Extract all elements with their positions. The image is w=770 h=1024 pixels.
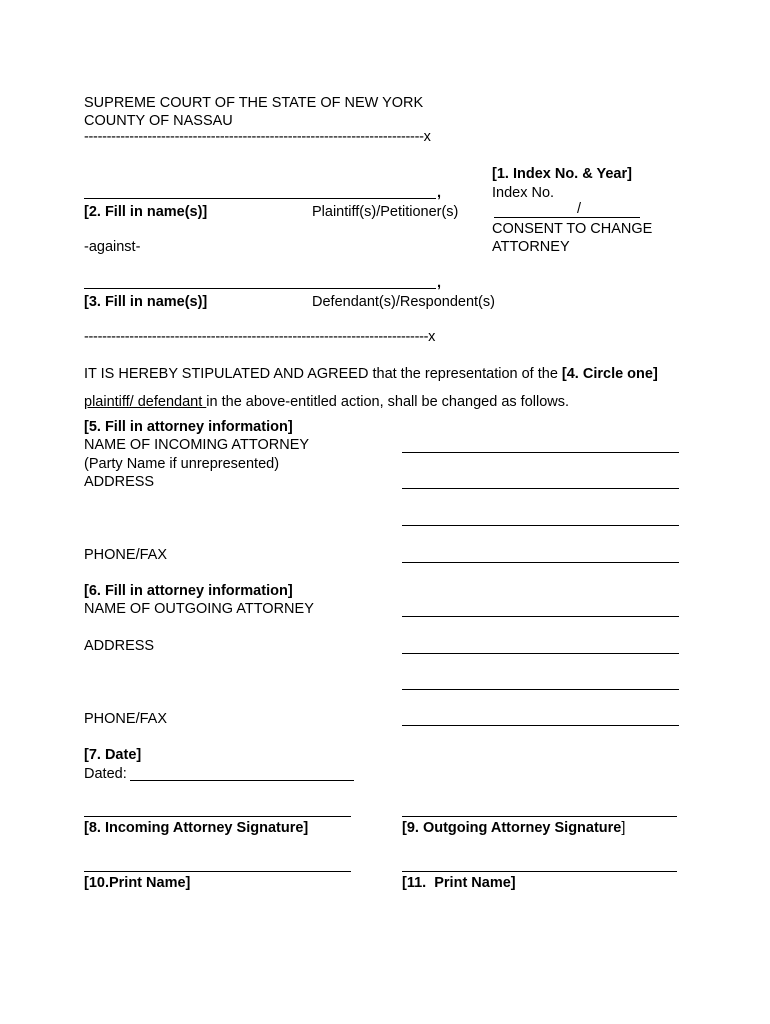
incoming-name-field[interactable] — [402, 452, 679, 453]
incoming-print-line[interactable] — [84, 871, 351, 872]
index-label: Index No. — [492, 185, 555, 201]
outgoing-print-line[interactable] — [402, 871, 677, 872]
dashes-top: ---------------------------------------------------------------------------x — [84, 129, 431, 145]
stipulation-line2 — [84, 393, 569, 411]
outgoing-signature-line[interactable] — [402, 816, 677, 817]
outgoing-name-label: NAME OF OUTGOING ATTORNEY — [84, 601, 314, 617]
outgoing-heading: [6. Fill in attorney information] — [84, 583, 293, 599]
incoming-signature-label: [8. Incoming Attorney Signature] — [84, 820, 309, 836]
incoming-phone-label: PHONE/FAX — [84, 547, 167, 563]
outgoing-address-field-2[interactable] — [402, 689, 679, 690]
defendant-fill-label: [3. Fill in name(s)] — [84, 294, 208, 310]
index-heading: [1. Index No. & Year] — [492, 166, 632, 182]
incoming-address-field-1[interactable] — [402, 488, 679, 489]
date-field[interactable] — [130, 780, 354, 781]
incoming-signature-line[interactable] — [84, 816, 351, 817]
court-title: SUPREME COURT OF THE STATE OF NEW YORK — [84, 95, 424, 111]
outgoing-signature-bracket: ] — [621, 820, 626, 836]
circle-one-label: [4. Circle one] — [561, 366, 658, 382]
consent-title-line1: CONSENT TO CHANGE — [492, 221, 653, 237]
incoming-phone-field[interactable] — [402, 562, 679, 563]
consent-title-line2: ATTORNEY — [492, 239, 570, 255]
outgoing-print-label: [11. Print Name] — [402, 875, 516, 891]
incoming-address-field-2[interactable] — [402, 525, 679, 526]
stipulation-text: IT IS HEREBY STIPULATED AND AGREED that the representation of the — [84, 366, 562, 382]
incoming-print-label: [10.Print Name] — [84, 875, 191, 891]
stipulation-line1 — [84, 365, 658, 383]
plaintiff-name-field[interactable] — [84, 198, 436, 199]
defendant-role: Defendant(s)/Respondent(s) — [312, 294, 495, 310]
outgoing-address-label: ADDRESS — [84, 638, 155, 654]
incoming-name-label: NAME OF INCOMING ATTORNEY — [84, 437, 310, 453]
party-choice[interactable]: plaintiff/ defendant — [84, 394, 207, 410]
defendant-name-field[interactable] — [84, 288, 436, 289]
incoming-address-label: ADDRESS — [84, 474, 155, 490]
outgoing-name-field[interactable] — [402, 616, 679, 617]
outgoing-signature-label: [9. Outgoing Attorney Signature — [402, 820, 622, 836]
date-heading: [7. Date] — [84, 747, 142, 763]
plaintiff-comma: , — [437, 185, 442, 201]
incoming-heading: [5. Fill in attorney information] — [84, 419, 293, 435]
dashes-bottom: ----------------------------------------------------------------------------x — [84, 329, 436, 345]
outgoing-address-field-1[interactable] — [402, 653, 679, 654]
dated-label: Dated: — [84, 766, 127, 782]
index-number-field[interactable] — [494, 217, 640, 218]
plaintiff-fill-label: [2. Fill in name(s)] — [84, 204, 208, 220]
stipulation-text-2: in the above-entitled action, shall be changed as follows. — [206, 394, 570, 410]
outgoing-signature-label-wrap — [402, 819, 625, 837]
plaintiff-role: Plaintiff(s)/Petitioner(s) — [312, 204, 459, 220]
index-slash: / — [577, 201, 582, 217]
county-title: COUNTY OF NASSAU — [84, 113, 233, 129]
defendant-comma: , — [437, 275, 442, 291]
outgoing-phone-label: PHONE/FAX — [84, 711, 167, 727]
against-label: -against- — [84, 239, 141, 255]
incoming-party-note: (Party Name if unrepresented) — [84, 456, 280, 472]
outgoing-phone-field[interactable] — [402, 725, 679, 726]
